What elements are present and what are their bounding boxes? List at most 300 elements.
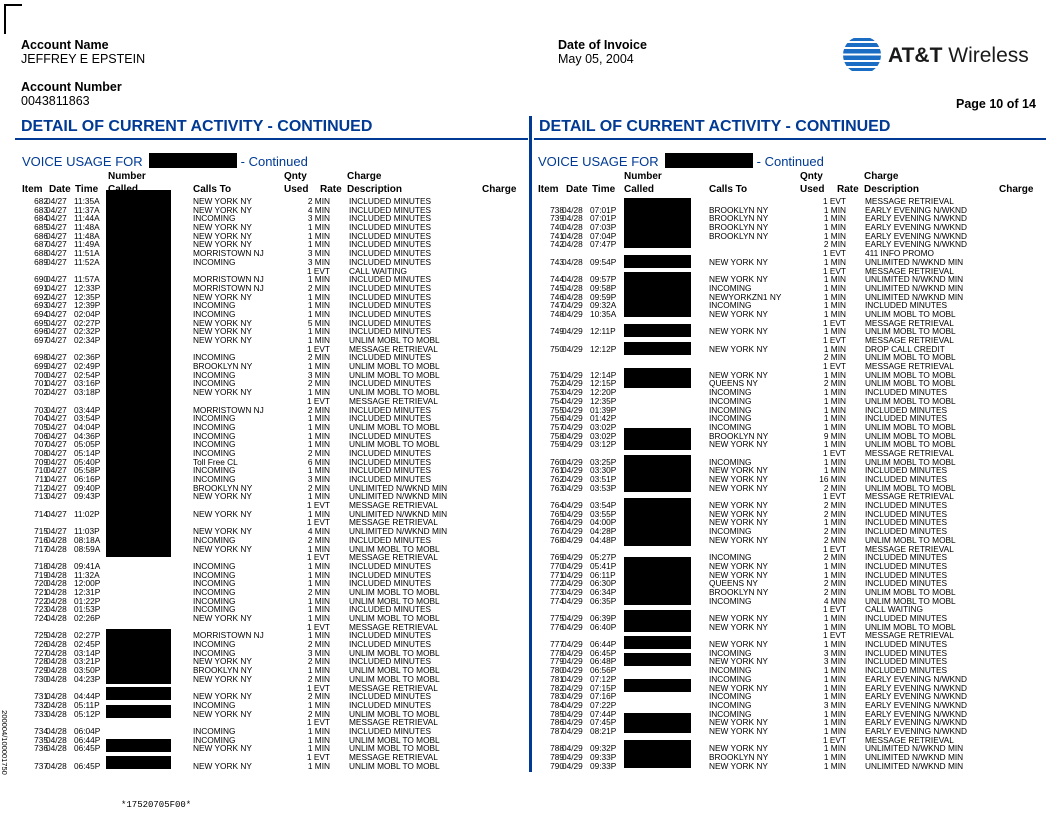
cell-date: 04/29 bbox=[562, 699, 583, 710]
cell-item: 745 bbox=[550, 282, 564, 293]
cell-desc: UNLIM MOBL TO MOBL bbox=[865, 378, 956, 389]
cell-item: 715 bbox=[34, 526, 48, 537]
cell-date: 04/29 bbox=[562, 752, 583, 762]
cell-desc: INCLUDED MINUTES bbox=[349, 404, 432, 415]
cell-used: 1 MIN bbox=[823, 665, 846, 676]
cell-item: 764 bbox=[550, 500, 564, 511]
cell-desc: MESSAGE RETRIEVAL bbox=[865, 335, 954, 345]
cell-desc: INCLUDED MINUTES bbox=[865, 578, 948, 589]
cell-used: 4 MIN bbox=[307, 526, 330, 537]
cell-date: 04/29 bbox=[562, 413, 583, 424]
cell-used: 2 MIN bbox=[307, 482, 330, 493]
cell-date: 04/28 bbox=[46, 760, 67, 771]
cell-calls-to: INCOMING bbox=[193, 352, 236, 363]
cell-calls-to: INCOMING bbox=[193, 586, 236, 597]
cell-desc: INCLUDED MINUTES bbox=[865, 517, 948, 528]
cell-calls-to: NEW YORK NY bbox=[709, 743, 768, 754]
cell-item: 772 bbox=[550, 578, 564, 589]
cell-time: 11:49A bbox=[74, 239, 100, 250]
cell-used: 2 MIN bbox=[307, 282, 330, 293]
cell-calls-to: NEW YORK NY bbox=[709, 760, 768, 771]
cell-used: 2 MIN bbox=[307, 196, 330, 206]
cell-calls-to: NEW YORK NY bbox=[709, 717, 768, 728]
cell-date: 04/27 bbox=[46, 282, 67, 293]
cell-time: 02:04P bbox=[74, 308, 101, 319]
cell-desc: MESSAGE RETRIEVAL bbox=[349, 343, 438, 354]
cell-desc: UNLIMITED N/WKND MIN bbox=[349, 526, 448, 537]
cell-calls-to: BROOKLYN NY bbox=[193, 482, 253, 493]
cell-used: 1 EVT bbox=[822, 265, 846, 276]
cell-desc: INCLUDED MINUTES bbox=[865, 300, 948, 311]
cell-desc: INCLUDED MINUTES bbox=[349, 691, 432, 702]
cell-time: 07:01P bbox=[590, 213, 617, 224]
cell-date: 04/27 bbox=[46, 291, 67, 302]
cell-desc: UNLIMITED N/WKND MIN bbox=[349, 491, 448, 502]
redaction-bar bbox=[624, 610, 691, 632]
cell-used: 1 MIN bbox=[823, 282, 846, 293]
cell-item: 750 bbox=[550, 343, 564, 354]
cell-date: 04/29 bbox=[562, 560, 583, 571]
cell-time: 11:37A bbox=[74, 204, 100, 215]
cell-used: 1 MIN bbox=[823, 560, 846, 571]
cell-date: 04/27 bbox=[46, 300, 67, 311]
cell-time: 09:33P bbox=[590, 752, 617, 762]
cell-date: 04/29 bbox=[562, 708, 583, 719]
cell-desc: UNLIM MOBL TO MOBL bbox=[865, 595, 956, 606]
cell-calls-to: NEW YORK NY bbox=[193, 743, 252, 754]
cell-item: 726 bbox=[34, 639, 48, 650]
cell-time: 04:00P bbox=[590, 517, 617, 528]
cell-time: 03:50P bbox=[74, 665, 101, 676]
cell-date: 04/27 bbox=[46, 387, 67, 398]
cell-desc: INCLUDED MINUTES bbox=[349, 248, 432, 259]
cell-used: 1 MIN bbox=[823, 708, 846, 719]
cell-time: 09:57P bbox=[590, 274, 617, 285]
cell-time: 11:51A bbox=[74, 248, 100, 259]
cell-used: 1 MIN bbox=[823, 213, 846, 224]
cell-desc: UNLIM MOBL TO MOBL bbox=[865, 421, 956, 432]
cell-item: 759 bbox=[550, 439, 564, 450]
cell-calls-to: INCOMING bbox=[193, 300, 236, 311]
cell-item: 713 bbox=[34, 491, 48, 502]
cell-item: 786 bbox=[550, 717, 564, 728]
cell-calls-to: BROOKLYN NY bbox=[709, 213, 769, 224]
cell-date: 04/27 bbox=[46, 482, 67, 493]
cell-desc: INCLUDED MINUTES bbox=[865, 508, 948, 519]
cell-time: 06:44P bbox=[74, 734, 101, 745]
cell-used: 1 MIN bbox=[307, 543, 330, 554]
cell-item: 688 bbox=[34, 248, 48, 259]
cell-date: 04/28 bbox=[46, 656, 67, 667]
cell-used: 2 MIN bbox=[307, 534, 330, 545]
cell-calls-to: NEW YORK NY bbox=[193, 387, 252, 398]
cell-date: 04/29 bbox=[562, 569, 583, 580]
cell-item: 714 bbox=[34, 508, 48, 519]
cell-date: 04/29 bbox=[562, 725, 583, 736]
cell-calls-to: BROOKLYN NY bbox=[709, 586, 769, 597]
section-title-right: DETAIL OF CURRENT ACTIVITY - CONTINUED bbox=[534, 118, 1046, 140]
cell-used: 3 MIN bbox=[307, 369, 330, 380]
cell-calls-to: INCOMING bbox=[193, 595, 236, 606]
cell-used: 1 EVT bbox=[822, 447, 846, 458]
cell-calls-to: BROOKLYN NY bbox=[709, 430, 769, 441]
cell-item: 701 bbox=[34, 378, 48, 389]
cell-time: 03:51P bbox=[590, 474, 617, 484]
cell-used: 2 MIN bbox=[823, 586, 846, 597]
cell-time: 12:14P bbox=[590, 369, 617, 380]
cell-date: 04/27 bbox=[46, 222, 67, 233]
cell-used: 3 MIN bbox=[307, 474, 330, 484]
cell-used: 2 MIN bbox=[307, 447, 330, 458]
cell-used: 1 MIN bbox=[307, 725, 330, 736]
cell-time: 06:16P bbox=[74, 474, 101, 484]
cell-date: 04/29 bbox=[562, 508, 583, 519]
cell-date: 04/27 bbox=[46, 413, 67, 424]
cell-used: 2 MIN bbox=[307, 691, 330, 702]
cell-item: 738 bbox=[550, 204, 564, 215]
cell-calls-to: NEW YORK NY bbox=[193, 508, 252, 519]
cell-item: 698 bbox=[34, 352, 48, 363]
cell-desc: MESSAGE RETRIEVAL bbox=[865, 317, 954, 328]
cell-desc: INCLUDED MINUTES bbox=[349, 474, 432, 484]
cell-used: 1 EVT bbox=[306, 395, 330, 406]
redaction-bar bbox=[624, 679, 691, 692]
cell-used: 1 EVT bbox=[306, 552, 330, 563]
cell-date: 04/28 bbox=[46, 534, 67, 545]
cell-date: 04/27 bbox=[46, 335, 67, 345]
cell-item: 742 bbox=[550, 239, 564, 250]
cell-used: 1 MIN bbox=[307, 413, 330, 424]
cell-date: 04/27 bbox=[46, 526, 67, 537]
cell-item: 756 bbox=[550, 413, 564, 424]
cell-item: 684 bbox=[34, 213, 48, 224]
cell-used: 1 MIN bbox=[307, 604, 330, 615]
cell-used: 1 MIN bbox=[307, 465, 330, 476]
cell-used: 2 MIN bbox=[307, 673, 330, 684]
cell-desc: INCLUDED MINUTES bbox=[349, 699, 432, 710]
cell-calls-to: NEW YORK NY bbox=[193, 526, 252, 537]
cell-desc: UNLIM MOBL TO MOBL bbox=[865, 308, 956, 319]
cell-desc: UNLIM MOBL TO MOBL bbox=[865, 621, 956, 632]
cell-calls-to: NEW YORK NY bbox=[193, 491, 252, 502]
cell-item: 781 bbox=[550, 673, 564, 684]
cell-date: 04/29 bbox=[562, 326, 583, 337]
cell-time: 09:43P bbox=[74, 491, 101, 502]
cell-item: 780 bbox=[550, 665, 564, 676]
cell-desc: MESSAGE RETRIEVAL bbox=[865, 630, 954, 641]
cell-calls-to: INCOMING bbox=[193, 439, 236, 450]
cell-item: 686 bbox=[34, 230, 48, 241]
cell-time: 07:22P bbox=[590, 699, 617, 710]
cell-calls-to: MORRISTOWN NJ bbox=[193, 404, 264, 415]
cell-used: 4 MIN bbox=[823, 595, 846, 606]
cell-used: 1 MIN bbox=[823, 291, 846, 302]
cell-calls-to: INCOMING bbox=[193, 474, 236, 484]
cell-date: 04/29 bbox=[562, 613, 583, 623]
cell-date: 04/29 bbox=[562, 682, 583, 693]
cell-date: 04/28 bbox=[562, 256, 583, 267]
cell-time: 03:53P bbox=[590, 482, 617, 493]
account-name: JEFFREY E EPSTEIN bbox=[21, 52, 146, 66]
cell-desc: INCLUDED MINUTES bbox=[865, 413, 948, 424]
cell-desc: EARLY EVENING N/WKND bbox=[865, 708, 968, 719]
cell-calls-to: INCOMING bbox=[709, 413, 752, 424]
cell-time: 05:40P bbox=[74, 456, 101, 467]
cell-time: 02:34P bbox=[74, 335, 101, 345]
cell-date: 04/29 bbox=[562, 673, 583, 684]
cell-item: 775 bbox=[550, 613, 564, 623]
cell-time: 07:01P bbox=[590, 204, 617, 215]
cell-item: 766 bbox=[550, 517, 564, 528]
cell-calls-to: NEW YORK NY bbox=[193, 326, 252, 337]
cell-item: 705 bbox=[34, 421, 48, 432]
cell-item: 744 bbox=[550, 274, 564, 285]
cell-calls-to: NEW YORK NY bbox=[709, 725, 768, 736]
cell-used: 1 MIN bbox=[823, 752, 846, 762]
cell-calls-to: BROOKLYN NY bbox=[709, 204, 769, 215]
cell-used: 6 MIN bbox=[307, 456, 330, 467]
cell-item: 709 bbox=[34, 456, 48, 467]
cell-calls-to: NEW YORK NY bbox=[709, 656, 768, 667]
cell-used: 1 EVT bbox=[306, 752, 330, 762]
cell-used: 1 EVT bbox=[822, 491, 846, 502]
redaction-bar bbox=[624, 342, 691, 355]
cell-item: 774 bbox=[550, 595, 564, 606]
cell-calls-to: INCOMING bbox=[709, 691, 752, 702]
cell-desc: MESSAGE RETRIEVAL bbox=[865, 491, 954, 502]
cell-calls-to: INCOMING bbox=[193, 699, 236, 710]
cell-time: 03:44P bbox=[74, 404, 101, 415]
cell-item: 720 bbox=[34, 578, 48, 589]
cell-used: 1 MIN bbox=[307, 760, 330, 771]
cell-calls-to: INCOMING bbox=[193, 447, 236, 458]
cell-item: 776 bbox=[550, 621, 564, 632]
cell-desc: EARLY EVENING N/WKND bbox=[865, 682, 968, 693]
cell-used: 1 EVT bbox=[306, 265, 330, 276]
cell-time: 11:48A bbox=[74, 222, 100, 233]
cell-used: 2 MIN bbox=[823, 352, 846, 363]
cell-calls-to: NEW YORK NY bbox=[709, 326, 768, 337]
cell-desc: INCLUDED MINUTES bbox=[349, 578, 432, 589]
cell-time: 03:30P bbox=[590, 465, 617, 476]
cell-calls-to: NEW YORK NY bbox=[709, 534, 768, 545]
cell-item: 722 bbox=[34, 595, 48, 606]
cell-item: 694 bbox=[34, 308, 48, 319]
cell-desc: INCLUDED MINUTES bbox=[865, 613, 948, 623]
cell-used: 3 MIN bbox=[307, 256, 330, 267]
cell-time: 03:02P bbox=[590, 430, 617, 441]
cell-used: 1 EVT bbox=[306, 621, 330, 632]
cell-calls-to: QUEENS NY bbox=[709, 378, 758, 389]
cell-date: 04/28 bbox=[46, 691, 67, 702]
cell-time: 07:16P bbox=[590, 691, 617, 702]
cell-used: 1 MIN bbox=[823, 691, 846, 702]
cell-calls-to: NEW YORK NY bbox=[193, 204, 252, 215]
cell-desc: UNLIM MOBL TO MOBL bbox=[865, 326, 956, 337]
cell-date: 04/28 bbox=[46, 743, 67, 754]
cell-time: 07:44P bbox=[590, 708, 617, 719]
cell-desc: INCLUDED MINUTES bbox=[349, 282, 432, 293]
cell-calls-to: INCOMING bbox=[193, 639, 236, 650]
redaction-bar bbox=[624, 740, 691, 768]
cell-calls-to: NEW YORK NY bbox=[709, 474, 768, 484]
cell-date: 04/28 bbox=[46, 578, 67, 589]
cell-item: 752 bbox=[550, 378, 564, 389]
redaction-bar bbox=[624, 324, 691, 337]
cell-time: 11:57A bbox=[74, 274, 100, 285]
cell-item: 682 bbox=[34, 196, 48, 206]
cell-date: 04/27 bbox=[46, 196, 67, 206]
cell-date: 04/29 bbox=[562, 439, 583, 450]
cell-item: 723 bbox=[34, 604, 48, 615]
cell-item: 790 bbox=[550, 760, 564, 771]
cell-time: 02:27P bbox=[74, 630, 101, 641]
cell-date: 04/29 bbox=[562, 308, 583, 319]
cell-desc: INCLUDED MINUTES bbox=[349, 639, 432, 650]
cell-date: 04/29 bbox=[562, 404, 583, 415]
cell-calls-to: INCOMING bbox=[709, 673, 752, 684]
cell-calls-to: INCOMING bbox=[193, 256, 236, 267]
cell-date: 04/27 bbox=[46, 508, 67, 519]
cell-time: 12:00P bbox=[74, 578, 101, 589]
cell-calls-to: BROOKLYN NY bbox=[709, 222, 769, 233]
cell-desc: MESSAGE RETRIEVAL bbox=[865, 361, 954, 372]
cell-used: 1 MIN bbox=[823, 230, 846, 241]
cell-used: 2 MIN bbox=[307, 378, 330, 389]
cell-date: 04/29 bbox=[562, 743, 583, 754]
cell-item: 788 bbox=[550, 743, 564, 754]
cell-calls-to: NEW YORK NY bbox=[193, 673, 252, 684]
cell-desc: MESSAGE RETRIEVAL bbox=[349, 552, 438, 563]
page-number: Page 10 of 14 bbox=[956, 97, 1036, 111]
cell-calls-to: MORRISTOWN NJ bbox=[193, 274, 264, 285]
cell-used: 1 MIN bbox=[307, 308, 330, 319]
cell-item: 687 bbox=[34, 239, 48, 250]
cell-calls-to: NEW YORK NY bbox=[709, 343, 768, 354]
cell-time: 12:15P bbox=[590, 378, 617, 389]
cell-date: 04/29 bbox=[562, 691, 583, 702]
cell-item: 778 bbox=[550, 647, 564, 658]
cell-desc: INCLUDED MINUTES bbox=[349, 430, 432, 441]
cell-date: 04/29 bbox=[562, 387, 583, 398]
cell-date: 04/28 bbox=[46, 673, 67, 684]
cell-desc: INCLUDED MINUTES bbox=[865, 387, 948, 398]
cell-time: 06:35P bbox=[590, 595, 617, 606]
cell-time: 05:58P bbox=[74, 465, 101, 476]
cell-calls-to: NEW YORK NY bbox=[709, 508, 768, 519]
cell-used: 9 MIN bbox=[823, 430, 846, 441]
cell-used: 1 MIN bbox=[307, 508, 330, 519]
cell-date: 04/29 bbox=[562, 526, 583, 537]
cell-used: 1 EVT bbox=[822, 317, 846, 328]
cell-item: 784 bbox=[550, 699, 564, 710]
redaction-bar bbox=[624, 462, 691, 492]
cell-time: 07:04P bbox=[590, 230, 617, 241]
cell-time: 03:12P bbox=[590, 439, 617, 450]
cell-desc: INCLUDED MINUTES bbox=[865, 569, 948, 580]
cell-desc: INCLUDED MINUTES bbox=[865, 665, 948, 676]
cell-item: 691 bbox=[34, 282, 48, 293]
cell-desc: INCLUDED MINUTES bbox=[349, 222, 432, 233]
cell-used: 3 MIN bbox=[823, 699, 846, 710]
cell-date: 04/29 bbox=[562, 300, 583, 311]
cell-used: 2 MIN bbox=[307, 708, 330, 719]
cell-item: 712 bbox=[34, 482, 48, 493]
cell-desc: UNLIMITED N/WKND MIN bbox=[865, 256, 964, 267]
cell-used: 1 MIN bbox=[307, 630, 330, 641]
cell-used: 1 EVT bbox=[306, 717, 330, 728]
cell-time: 05:12P bbox=[74, 708, 101, 719]
cell-used: 1 EVT bbox=[822, 248, 846, 259]
cell-used: 1 EVT bbox=[306, 500, 330, 511]
cell-date: 04/27 bbox=[46, 465, 67, 476]
cell-date: 04/28 bbox=[46, 647, 67, 658]
cell-date: 04/29 bbox=[562, 595, 583, 606]
cell-calls-to: INCOMING bbox=[709, 595, 752, 606]
cell-desc: UNLIM MOBL TO MOBL bbox=[349, 543, 440, 554]
cell-desc: UNLIMITED N/WKND MIN bbox=[865, 743, 964, 754]
cell-item: 702 bbox=[34, 387, 48, 398]
cell-item: 690 bbox=[34, 274, 48, 285]
cell-time: 06:39P bbox=[590, 613, 617, 623]
cell-date: 04/27 bbox=[46, 474, 67, 484]
cell-desc: DROP CALL CREDIT bbox=[865, 343, 945, 354]
cell-desc: INCLUDED MINUTES bbox=[349, 534, 432, 545]
cell-desc: EARLY EVENING N/WKND bbox=[865, 230, 968, 241]
cell-used: 1 MIN bbox=[823, 569, 846, 580]
cell-used: 1 MIN bbox=[307, 491, 330, 502]
cell-item: 753 bbox=[550, 387, 564, 398]
cell-used: 1 MIN bbox=[307, 560, 330, 571]
cell-item: 719 bbox=[34, 569, 48, 580]
cell-used: 1 EVT bbox=[822, 335, 846, 345]
cell-date: 04/29 bbox=[562, 474, 583, 484]
cell-desc: INCLUDED MINUTES bbox=[349, 413, 432, 424]
cell-date: 04/27 bbox=[46, 404, 67, 415]
cell-desc: INCLUDED MINUTES bbox=[349, 447, 432, 458]
cell-calls-to: INCOMING bbox=[193, 534, 236, 545]
cell-date: 04/27 bbox=[46, 256, 67, 267]
cell-calls-to: MORRISTOWN NJ bbox=[193, 282, 264, 293]
cell-used: 1 MIN bbox=[823, 421, 846, 432]
cell-used: 1 MIN bbox=[823, 439, 846, 450]
cell-used: 3 MIN bbox=[823, 647, 846, 658]
cell-desc: EARLY EVENING N/WKND bbox=[865, 222, 968, 233]
cell-calls-to: NEW YORK NY bbox=[193, 239, 252, 250]
cell-desc: UNLIM MOBL TO MOBL bbox=[349, 586, 440, 597]
cell-item: 777 bbox=[550, 639, 564, 650]
cell-desc: MESSAGE RETRIEVAL bbox=[349, 682, 438, 693]
cell-date: 04/28 bbox=[46, 543, 67, 554]
cell-used: 1 EVT bbox=[306, 343, 330, 354]
cell-used: 3 MIN bbox=[307, 248, 330, 259]
cell-date: 04/27 bbox=[46, 361, 67, 372]
cell-used: 2 MIN bbox=[307, 586, 330, 597]
cell-calls-to: INCOMING bbox=[193, 430, 236, 441]
cell-date: 04/29 bbox=[562, 343, 583, 354]
cell-item: 755 bbox=[550, 404, 564, 415]
cell-desc: EARLY EVENING N/WKND bbox=[865, 725, 968, 736]
cell-time: 07:47P bbox=[590, 239, 617, 250]
cell-item: 765 bbox=[550, 508, 564, 519]
cell-time: 06:45P bbox=[74, 760, 101, 771]
cell-item: 761 bbox=[550, 465, 564, 476]
cell-item: 773 bbox=[550, 586, 564, 597]
cell-calls-to: INCOMING bbox=[709, 300, 752, 311]
cell-used: 2 MIN bbox=[823, 534, 846, 545]
cell-desc: MESSAGE RETRIEVAL bbox=[865, 196, 954, 206]
cell-item: 696 bbox=[34, 326, 48, 337]
